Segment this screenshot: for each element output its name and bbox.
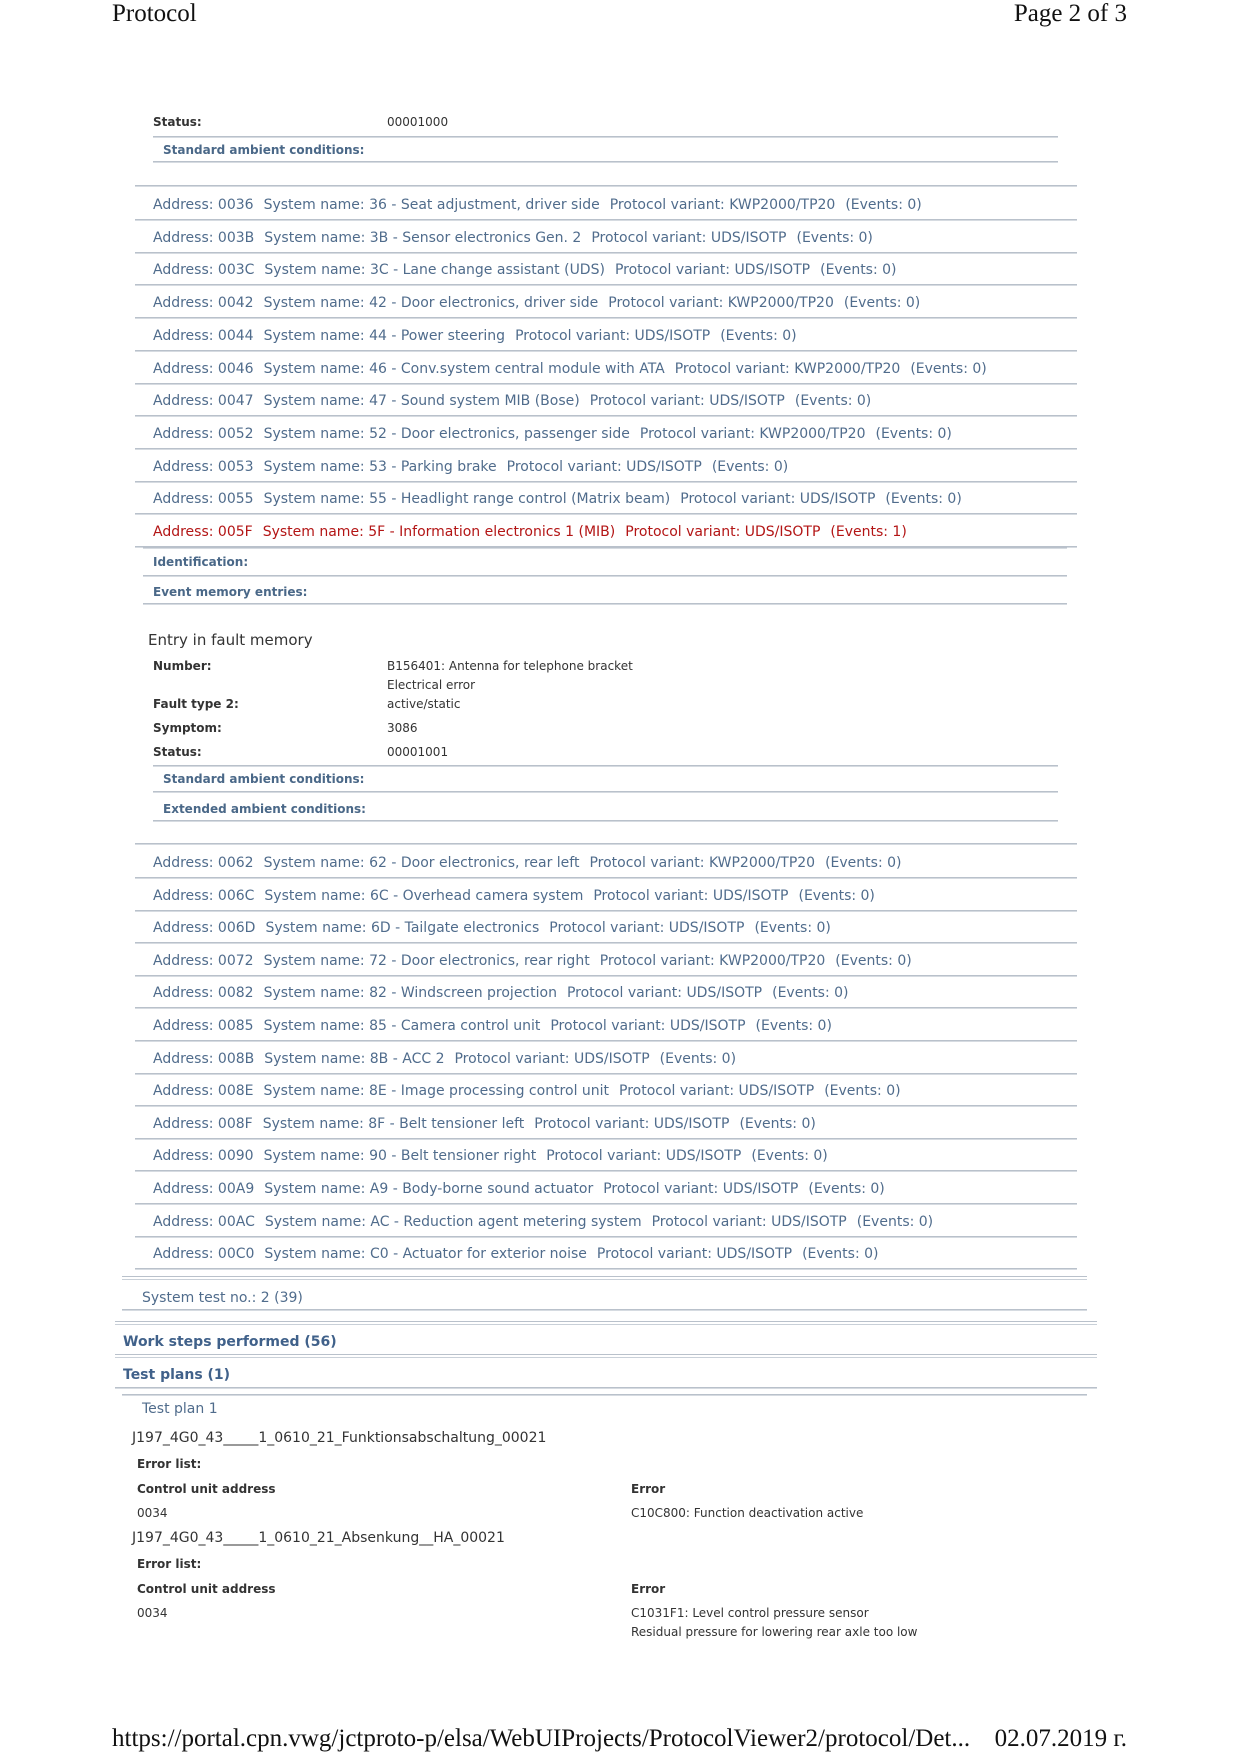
divider <box>153 765 1058 767</box>
fault-entry-title: Entry in fault memory <box>148 631 313 649</box>
address-row-system: System name: 47 - Sound system MIB (Bose) <box>263 393 580 410</box>
address-row-events: (Events: 0) <box>843 295 921 312</box>
address-row-protocol: Protocol variant: UDS/ISOTP <box>506 458 702 475</box>
address-row[interactable] <box>153 295 920 311</box>
address-row-events: (Events: 0) <box>875 425 952 442</box>
address-row[interactable] <box>153 361 987 377</box>
address-row-system: System name: A9 - Body-borne sound actuator <box>264 1181 594 1197</box>
address-row-address: Address: 0042 <box>153 295 254 312</box>
address-row[interactable] <box>153 393 871 409</box>
address-row-address: Address: 003B <box>153 229 255 246</box>
divider <box>135 1105 1077 1107</box>
address-row[interactable] <box>153 1083 901 1099</box>
divider <box>135 975 1077 977</box>
address-row[interactable] <box>153 459 788 475</box>
footer-date: 02.07.2019 г. <box>994 1725 1127 1752</box>
divider <box>135 942 1077 944</box>
address-row-system: System name: AC - Reduction agent metering system <box>264 1213 642 1230</box>
divider <box>135 1170 1077 1172</box>
control-unit-address: 0034 <box>137 1506 168 1520</box>
number-value: B156401: Antenna for telephone bracket <box>387 659 633 673</box>
address-row-protocol: Protocol variant: KWP2000/TP20 <box>599 952 826 969</box>
divider <box>135 185 1077 187</box>
address-row-address: Address: 008E <box>153 1083 254 1100</box>
error-value-desc: Residual pressure for lowering rear axle too low <box>631 1625 918 1639</box>
divider <box>135 383 1077 385</box>
divider <box>135 1007 1077 1009</box>
address-row-system: System name: 42 - Door electronics, driver side <box>263 295 599 312</box>
address-row[interactable] <box>153 920 831 936</box>
address-row[interactable] <box>153 1116 816 1132</box>
address-row-address: Address: 006D <box>153 920 256 937</box>
address-row-address: Address: 00A9 <box>153 1181 255 1197</box>
address-row-system: System name: 3C - Lane change assistant (UDS) <box>264 262 605 279</box>
col-header-error: Error <box>631 1482 666 1496</box>
address-row-system: System name: 85 - Camera control unit <box>263 1018 541 1034</box>
address-row-address: Address: 0044 <box>153 327 254 344</box>
address-row-address: Address: 0072 <box>153 952 254 969</box>
standard-ambient-conditions[interactable]: Standard ambient conditions: <box>163 772 365 786</box>
work-steps-section[interactable]: Work steps performed (56) <box>123 1334 337 1350</box>
address-row-protocol: Protocol variant: UDS/ISOTP <box>550 1018 746 1034</box>
divider <box>135 481 1077 483</box>
address-row-system: System name: 8B - ACC 2 <box>264 1050 445 1067</box>
symptom-value: 3086 <box>387 721 418 735</box>
address-row[interactable] <box>153 524 907 540</box>
divider <box>135 1236 1077 1238</box>
col-header-address: Control unit address <box>137 1482 276 1496</box>
status-value: 00001001 <box>387 745 449 759</box>
address-row-address: Address: 008F <box>153 1115 253 1132</box>
address-row-events: (Events: 0) <box>798 887 875 904</box>
fault-type-label: Fault type 2: <box>153 697 239 711</box>
divider <box>135 513 1077 515</box>
test-plan-1-link[interactable]: Test plan 1 <box>142 1401 218 1417</box>
divider <box>135 219 1077 221</box>
address-row[interactable] <box>153 230 873 246</box>
address-row-system: System name: 8F - Belt tensioner left <box>262 1115 525 1132</box>
address-row-address: Address: 0036 <box>153 197 254 213</box>
event-memory-link[interactable]: Event memory entries: <box>153 585 308 599</box>
address-row[interactable] <box>153 197 922 213</box>
address-row[interactable] <box>153 1018 832 1034</box>
divider <box>135 448 1077 450</box>
address-row-events: (Events: 0) <box>802 1246 879 1263</box>
address-row-protocol: Protocol variant: UDS/ISOTP <box>534 1115 730 1132</box>
divider <box>135 1073 1077 1075</box>
address-row-events: (Events: 0) <box>755 1018 832 1034</box>
divider <box>115 1387 1097 1389</box>
address-row-events: (Events: 0) <box>720 327 797 344</box>
address-row-address: Address: 006C <box>153 887 255 904</box>
address-row-address: Address: 005F <box>153 524 253 540</box>
address-row-events: (Events: 0) <box>751 1148 828 1165</box>
status-value: 00001000 <box>387 115 449 129</box>
address-row[interactable] <box>153 1246 878 1262</box>
error-value: C1031F1: Level control pressure sensor <box>631 1606 869 1620</box>
address-row[interactable] <box>153 1181 885 1197</box>
address-row-system: System name: 52 - Door electronics, passenger side <box>263 425 630 442</box>
address-row-events: (Events: 0) <box>825 855 902 871</box>
address-row-system: System name: 6D - Tailgate electronics <box>265 920 540 937</box>
address-row-events: (Events: 0) <box>739 1115 816 1132</box>
address-row-system: System name: C0 - Actuator for exterior noise <box>264 1246 587 1263</box>
divider <box>143 603 1067 605</box>
address-row-system: System name: 82 - Windscreen projection <box>263 985 557 1002</box>
test-plans-section[interactable]: Test plans (1) <box>123 1367 231 1383</box>
address-row[interactable] <box>153 888 875 904</box>
address-row-events: (Events: 0) <box>820 262 897 279</box>
divider <box>115 1321 1097 1325</box>
status-label: Status: <box>153 745 202 759</box>
address-row-protocol: Protocol variant: UDS/ISOTP <box>589 393 785 410</box>
address-row-protocol: Protocol variant: UDS/ISOTP <box>593 887 789 904</box>
address-row-system: System name: 90 - Belt tensioner right <box>263 1148 537 1165</box>
divider <box>135 252 1077 254</box>
fault-type-value: active/static <box>387 697 461 711</box>
address-row-address: Address: 0082 <box>153 985 254 1002</box>
address-row-system: System name: 3B - Sensor electronics Gen. 2 <box>264 229 582 246</box>
address-row-system: System name: 36 - Seat adjustment, driver side <box>263 197 600 213</box>
address-row-protocol: Protocol variant: UDS/ISOTP <box>651 1213 847 1230</box>
col-header-error: Error <box>631 1582 666 1596</box>
address-row-system: System name: 8E - Image processing control unit <box>263 1083 610 1100</box>
address-row-address: Address: 0090 <box>153 1148 254 1165</box>
divider <box>135 415 1077 417</box>
address-row-protocol: Protocol variant: UDS/ISOTP <box>591 229 787 246</box>
address-row-protocol: Protocol variant: UDS/ISOTP <box>614 262 811 279</box>
address-row-system: System name: 46 - Conv.system central module with ATA <box>263 360 665 377</box>
identification-link[interactable]: Identification: <box>153 555 249 569</box>
address-row[interactable] <box>153 262 897 278</box>
number-label: Number: <box>153 659 212 673</box>
address-row-system: System name: 62 - Door electronics, rear left <box>263 855 580 871</box>
address-row-events: (Events: 0) <box>754 920 831 937</box>
address-row-system: System name: 44 - Power steering <box>263 327 506 344</box>
address-row-system: System name: 55 - Headlight range control (Matrix beam) <box>263 491 671 508</box>
address-row-events: (Events: 0) <box>659 1050 737 1067</box>
address-row-address: Address: 0085 <box>153 1018 254 1034</box>
divider <box>135 1138 1077 1140</box>
header-title: Protocol <box>112 0 197 27</box>
address-row[interactable] <box>153 1214 933 1230</box>
divider <box>135 1040 1077 1042</box>
address-row-protocol: Protocol variant: UDS/ISOTP <box>566 985 763 1002</box>
address-row[interactable] <box>153 855 901 871</box>
plan-name: J197_4G0_43_____1_0610_21_Funktionsabschaltung_00021 <box>132 1430 547 1446</box>
divider <box>143 575 1067 577</box>
address-row-protocol: Protocol variant: UDS/ISOTP <box>619 1083 815 1100</box>
address-row-events: (Events: 0) <box>794 393 872 410</box>
divider <box>135 910 1077 912</box>
divider <box>122 1309 1087 1311</box>
address-row-protocol: Protocol variant: UDS/ISOTP <box>546 1148 742 1165</box>
address-row-events: (Events: 0) <box>772 985 849 1002</box>
address-row-protocol: Protocol variant: UDS/ISOTP <box>625 524 821 540</box>
divider <box>122 1276 1087 1280</box>
error-value: C10C800: Function deactivation active <box>631 1506 864 1520</box>
standard-ambient-conditions[interactable]: Standard ambient conditions: <box>163 143 365 157</box>
address-row-address: Address: 00C0 <box>153 1246 255 1263</box>
address-row-events: (Events: 0) <box>856 1213 934 1230</box>
address-row-events: (Events: 1) <box>830 524 907 540</box>
address-row-protocol: Protocol variant: UDS/ISOTP <box>454 1050 650 1067</box>
error-list-label: Error list: <box>137 1457 202 1471</box>
address-row[interactable] <box>153 985 849 1001</box>
address-row[interactable] <box>153 1148 828 1164</box>
address-row-events: (Events: 0) <box>910 360 987 377</box>
divider <box>115 1354 1097 1358</box>
address-row-protocol: Protocol variant: UDS/ISOTP <box>596 1246 793 1263</box>
divider <box>143 547 1067 549</box>
address-row-protocol: Protocol variant: KWP2000/TP20 <box>639 425 866 442</box>
divider <box>135 1203 1077 1205</box>
address-row-system: System name: 6C - Overhead camera system <box>264 887 584 904</box>
address-row-address: Address: 00AC <box>153 1213 255 1230</box>
divider <box>135 843 1077 845</box>
address-row-events: (Events: 0) <box>796 229 873 246</box>
address-row-address: Address: 0053 <box>153 458 254 475</box>
address-row-address: Address: 003C <box>153 262 255 279</box>
address-row-events: (Events: 0) <box>845 197 922 213</box>
address-row[interactable] <box>153 426 952 442</box>
plan-name: J197_4G0_43_____1_0610_21_Absenkung__HA_00021 <box>132 1530 505 1546</box>
address-row-protocol: Protocol variant: UDS/ISOTP <box>680 491 876 508</box>
address-row-events: (Events: 0) <box>711 458 789 475</box>
address-row-system: System name: 5F - Information electronics 1 (MIB) <box>262 524 616 540</box>
col-header-address: Control unit address <box>137 1582 276 1596</box>
page-number: Page 2 of 3 <box>1013 0 1127 27</box>
address-row-protocol: Protocol variant: KWP2000/TP20 <box>674 360 901 377</box>
address-row-events: (Events: 0) <box>808 1181 885 1197</box>
divider <box>135 317 1077 319</box>
error-list-label: Error list: <box>137 1557 202 1571</box>
address-row[interactable] <box>153 1051 736 1067</box>
address-row-address: Address: 0047 <box>153 393 254 410</box>
address-row-events: (Events: 0) <box>835 952 912 969</box>
address-row-address: Address: 0062 <box>153 855 254 871</box>
divider <box>122 1394 1087 1396</box>
address-row-address: Address: 008B <box>153 1050 255 1067</box>
divider <box>153 161 1058 163</box>
address-row-system: System name: 72 - Door electronics, rear right <box>263 952 590 969</box>
number-value-desc: Electrical error <box>387 678 476 692</box>
divider <box>153 791 1058 793</box>
address-row-protocol: Protocol variant: UDS/ISOTP <box>515 327 711 344</box>
address-row-system: System name: 53 - Parking brake <box>263 458 497 475</box>
address-row-protocol: Protocol variant: UDS/ISOTP <box>549 920 745 937</box>
address-row-events: (Events: 0) <box>824 1083 901 1100</box>
address-row-protocol: Protocol variant: KWP2000/TP20 <box>609 197 836 213</box>
address-row[interactable] <box>153 328 797 344</box>
divider <box>135 350 1077 352</box>
divider <box>153 820 1058 822</box>
divider <box>135 1268 1077 1270</box>
address-row[interactable] <box>153 953 912 969</box>
address-row-protocol: Protocol variant: KWP2000/TP20 <box>608 295 834 312</box>
extended-ambient-conditions[interactable]: Extended ambient conditions: <box>163 802 366 816</box>
divider <box>135 284 1077 286</box>
address-row-address: Address: 0055 <box>153 491 254 508</box>
address-row-address: Address: 0046 <box>153 360 254 377</box>
address-row-protocol: Protocol variant: UDS/ISOTP <box>603 1181 799 1197</box>
symptom-label: Symptom: <box>153 721 222 735</box>
system-test-link[interactable]: System test no.: 2 (39) <box>142 1290 303 1306</box>
footer-url: https://portal.cpn.vwg/jctproto-p/elsa/WebUIProjects/ProtocolViewer2/protocol/Det... <box>112 1725 971 1752</box>
divider <box>153 136 1058 138</box>
address-row-events: (Events: 0) <box>885 491 962 508</box>
control-unit-address: 0034 <box>137 1606 168 1620</box>
address-row[interactable] <box>153 491 962 507</box>
address-row-protocol: Protocol variant: KWP2000/TP20 <box>589 855 816 871</box>
divider <box>135 877 1077 879</box>
address-row-address: Address: 0052 <box>153 425 254 442</box>
status-label: Status: <box>153 115 202 129</box>
